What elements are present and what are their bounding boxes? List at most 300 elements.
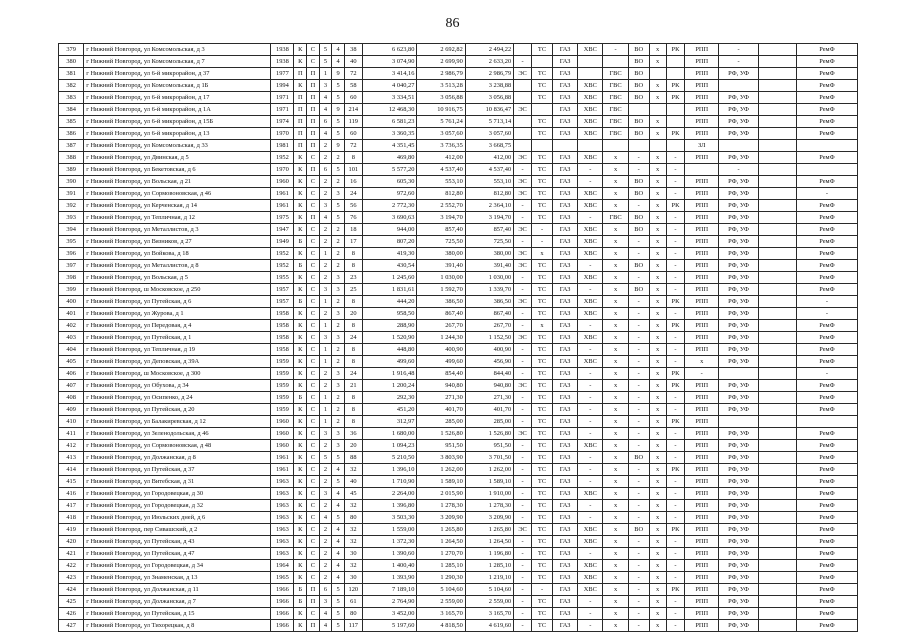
- table-cell: -: [578, 164, 603, 176]
- table-cell: 3: [319, 284, 332, 296]
- table-cell: 1963: [271, 500, 294, 512]
- table-cell: [759, 440, 797, 452]
- table-cell: П: [294, 116, 307, 128]
- table-cell: 1952: [271, 152, 294, 164]
- table-cell: ГВС: [603, 212, 628, 224]
- table-cell: х: [603, 308, 628, 320]
- table-cell: РемФ: [796, 332, 857, 344]
- table-cell: [796, 416, 857, 428]
- table-cell: ГАЗ: [553, 332, 578, 344]
- table-cell: 1 592,70: [417, 284, 465, 296]
- table-cell: С: [307, 272, 320, 284]
- table-cell: -: [578, 596, 603, 608]
- table-cell: -: [628, 152, 649, 164]
- address-cell: г Нижний Новгород, ул Должанская, д 8: [84, 452, 271, 464]
- table-cell: 2: [332, 296, 345, 308]
- table-cell: 76: [344, 212, 362, 224]
- table-cell: [759, 296, 797, 308]
- table-cell: С: [307, 524, 320, 536]
- table-cell: 1 710,90: [362, 476, 417, 488]
- table-cell: ГАЗ: [553, 500, 578, 512]
- table-cell: 1977: [271, 68, 294, 80]
- table-cell: РПП: [685, 536, 719, 548]
- table-cell: 1 393,90: [362, 572, 417, 584]
- address-cell: г Нижний Новгород, ул Должанская, д 7: [84, 596, 271, 608]
- table-cell: 20: [344, 440, 362, 452]
- table-cell: х: [603, 620, 628, 632]
- table-cell: -: [796, 368, 857, 380]
- table-cell: х: [649, 164, 666, 176]
- table-cell: -: [666, 560, 685, 572]
- table-cell: К: [294, 488, 307, 500]
- table-cell: ТС: [532, 440, 553, 452]
- table-cell: ГАЗ: [553, 572, 578, 584]
- table-cell: 56: [344, 200, 362, 212]
- table-cell: -: [719, 44, 759, 56]
- table-cell: 24: [344, 368, 362, 380]
- table-cell: 80: [344, 512, 362, 524]
- table-cell: х: [649, 560, 666, 572]
- table-cell: РемФ: [796, 524, 857, 536]
- table-cell: 117: [344, 620, 362, 632]
- table-cell: 32: [344, 464, 362, 476]
- address-cell: г Нижний Новгород, ул Сормовоновская, д 48: [84, 440, 271, 452]
- table-cell: 4: [319, 608, 332, 620]
- table-cell: 1966: [271, 584, 294, 596]
- table-cell: ЭС: [514, 524, 532, 536]
- table-cell: х: [603, 500, 628, 512]
- row-number-cell: 383: [59, 92, 84, 104]
- table-cell: 2 559,00: [417, 596, 465, 608]
- table-cell: РФ, УФ: [719, 272, 759, 284]
- table-cell: х: [649, 428, 666, 440]
- address-cell: г Нижний Новгород, ш Московское, д 250: [84, 284, 271, 296]
- table-cell: 867,40: [417, 308, 465, 320]
- table-cell: 5: [332, 608, 345, 620]
- table-cell: х: [649, 380, 666, 392]
- table-row: [59, 428, 858, 440]
- table-cell: С: [307, 416, 320, 428]
- table-cell: ХВС: [578, 488, 603, 500]
- table-cell: 1 262,00: [465, 464, 513, 476]
- table-cell: 2: [319, 260, 332, 272]
- table-cell: РФ, УФ: [719, 236, 759, 248]
- row-number-cell: 407: [59, 380, 84, 392]
- table-cell: РемФ: [796, 548, 857, 560]
- table-cell: ГАЗ: [553, 464, 578, 476]
- table-cell: ГАЗ: [553, 104, 578, 116]
- table-cell: 2: [319, 572, 332, 584]
- table-cell: [514, 116, 532, 128]
- table-cell: 4: [319, 212, 332, 224]
- table-cell: -: [719, 164, 759, 176]
- table-cell: 8: [344, 152, 362, 164]
- table-cell: ЭС: [514, 380, 532, 392]
- table-cell: РПП: [685, 344, 719, 356]
- table-cell: 2: [319, 308, 332, 320]
- table-cell: х: [603, 176, 628, 188]
- table-cell: [759, 152, 797, 164]
- table-cell: 1981: [271, 140, 294, 152]
- address-cell: г Нижний Новгород, ул Вольская, д 5: [84, 272, 271, 284]
- table-cell: Б: [294, 584, 307, 596]
- table-cell: -: [578, 416, 603, 428]
- table-cell: [759, 320, 797, 332]
- table-cell: -: [666, 596, 685, 608]
- table-cell: 1 264,50: [465, 536, 513, 548]
- table-cell: С: [307, 500, 320, 512]
- table-cell: 3: [332, 332, 345, 344]
- table-cell: -: [578, 608, 603, 620]
- table-cell: 5 104,60: [417, 584, 465, 596]
- table-cell: 419,30: [362, 248, 417, 260]
- table-cell: РемФ: [796, 608, 857, 620]
- table-cell: х: [649, 596, 666, 608]
- table-cell: 5: [332, 620, 345, 632]
- table-cell: ТС: [532, 392, 553, 404]
- table-cell: 1 559,00: [362, 524, 417, 536]
- table-cell: [719, 80, 759, 92]
- table-cell: -: [628, 500, 649, 512]
- table-cell: К: [294, 356, 307, 368]
- table-cell: 3 690,63: [362, 212, 417, 224]
- table-cell: 605,30: [362, 176, 417, 188]
- table-cell: [759, 212, 797, 224]
- table-cell: 391,40: [417, 260, 465, 272]
- table-cell: 1 285,10: [417, 560, 465, 572]
- table-cell: -: [514, 164, 532, 176]
- table-cell: ГАЗ: [553, 488, 578, 500]
- table-cell: 553,10: [417, 176, 465, 188]
- table-cell: [685, 164, 719, 176]
- table-cell: П: [294, 92, 307, 104]
- table-cell: 1 339,70: [465, 284, 513, 296]
- table-row: [59, 488, 858, 500]
- address-cell: г Нижний Новгород, ул Путейская, д 15: [84, 608, 271, 620]
- table-cell: 1971: [271, 104, 294, 116]
- table-cell: 8: [344, 260, 362, 272]
- table-cell: 1 030,00: [417, 272, 465, 284]
- table-cell: 285,00: [417, 416, 465, 428]
- table-cell: 2: [332, 392, 345, 404]
- table-cell: 3 165,70: [465, 608, 513, 620]
- table-cell: -: [578, 284, 603, 296]
- table-cell: 9: [332, 140, 345, 152]
- table-cell: РК: [666, 92, 685, 104]
- table-cell: 36: [344, 428, 362, 440]
- table-cell: -: [578, 500, 603, 512]
- table-cell: х: [603, 464, 628, 476]
- table-cell: ХВС: [578, 356, 603, 368]
- table-cell: х: [649, 368, 666, 380]
- address-cell: г Нижний Новгород, ул 6-й микрорайон, д 17: [84, 92, 271, 104]
- table-cell: 4: [332, 44, 345, 56]
- table-cell: 267,70: [417, 320, 465, 332]
- table-cell: [719, 416, 759, 428]
- table-cell: 24: [344, 188, 362, 200]
- table-cell: 2: [319, 176, 332, 188]
- table-cell: -: [514, 320, 532, 332]
- table-cell: ТС: [532, 272, 553, 284]
- table-cell: 854,40: [417, 368, 465, 380]
- table-cell: ГАЗ: [553, 536, 578, 548]
- table-cell: 4: [319, 104, 332, 116]
- table-cell: [759, 416, 797, 428]
- table-cell: С: [307, 560, 320, 572]
- address-cell: г Нижний Новгород, ул Зеленодольская, д 46: [84, 428, 271, 440]
- table-cell: Б: [294, 260, 307, 272]
- table-row: [59, 536, 858, 548]
- table-cell: ГАЗ: [553, 368, 578, 380]
- table-cell: х: [685, 356, 719, 368]
- table-cell: х: [649, 356, 666, 368]
- table-cell: 3 668,75: [465, 140, 513, 152]
- table-cell: х: [649, 260, 666, 272]
- address-cell: г Нижний Новгород, ул Двинская, д 5: [84, 152, 271, 164]
- table-cell: 444,20: [362, 296, 417, 308]
- table-cell: К: [294, 572, 307, 584]
- address-cell: г Нижний Новгород, ул 6-й микрорайон, д 13: [84, 128, 271, 140]
- table-cell: х: [649, 584, 666, 596]
- table-cell: 1: [319, 404, 332, 416]
- table-cell: ГАЗ: [553, 380, 578, 392]
- table-cell: 2 764,90: [362, 596, 417, 608]
- table-cell: С: [307, 152, 320, 164]
- table-cell: К: [294, 452, 307, 464]
- table-cell: 3: [332, 272, 345, 284]
- table-cell: -: [685, 368, 719, 380]
- table-cell: -: [514, 308, 532, 320]
- table-cell: РемФ: [796, 380, 857, 392]
- table-cell: 867,40: [465, 308, 513, 320]
- table-cell: РПП: [685, 572, 719, 584]
- table-cell: [759, 608, 797, 620]
- table-cell: 9: [332, 68, 345, 80]
- table-cell: 1952: [271, 260, 294, 272]
- table-cell: 5: [319, 452, 332, 464]
- table-cell: ВО: [628, 92, 649, 104]
- table-cell: х: [649, 452, 666, 464]
- table-cell: -: [628, 596, 649, 608]
- table-cell: 1958: [271, 320, 294, 332]
- table-cell: -: [666, 224, 685, 236]
- table-cell: 2: [319, 188, 332, 200]
- table-cell: -: [666, 176, 685, 188]
- table-cell: [759, 476, 797, 488]
- table-cell: -: [514, 572, 532, 584]
- table-cell: 2 772,30: [362, 200, 417, 212]
- table-cell: х: [649, 272, 666, 284]
- table-cell: х: [649, 236, 666, 248]
- table-cell: х: [532, 248, 553, 260]
- table-cell: С: [307, 512, 320, 524]
- table-row: [59, 620, 858, 632]
- table-cell: 1960: [271, 428, 294, 440]
- table-cell: 3: [332, 368, 345, 380]
- table-cell: РПП: [685, 116, 719, 128]
- table-cell: К: [294, 56, 307, 68]
- table-cell: -: [578, 452, 603, 464]
- table-cell: РПП: [685, 236, 719, 248]
- table-cell: РК: [666, 320, 685, 332]
- table-cell: ГАЗ: [553, 428, 578, 440]
- table-cell: С: [307, 200, 320, 212]
- row-number-cell: 406: [59, 368, 84, 380]
- table-cell: ТС: [532, 332, 553, 344]
- table-row: [59, 416, 858, 428]
- table-cell: х: [649, 200, 666, 212]
- table-cell: РПП: [685, 176, 719, 188]
- row-number-cell: 389: [59, 164, 84, 176]
- table-cell: 20: [344, 308, 362, 320]
- table-cell: С: [307, 404, 320, 416]
- table-cell: 4: [332, 524, 345, 536]
- table-cell: 5 197,60: [362, 620, 417, 632]
- table-row: [59, 512, 858, 524]
- table-cell: 88: [344, 452, 362, 464]
- table-cell: К: [294, 404, 307, 416]
- table-cell: ВО: [628, 128, 649, 140]
- table-cell: РемФ: [796, 200, 857, 212]
- table-cell: 2: [319, 380, 332, 392]
- table-cell: -: [666, 476, 685, 488]
- table-cell: 4: [332, 536, 345, 548]
- table-cell: РемФ: [796, 572, 857, 584]
- table-cell: 23: [344, 272, 362, 284]
- table-cell: ГАЗ: [553, 440, 578, 452]
- table-cell: 1961: [271, 200, 294, 212]
- table-cell: П: [307, 596, 320, 608]
- address-cell: г Нижний Новгород, ул Комсомольская, д 1Б: [84, 80, 271, 92]
- table-cell: -: [514, 212, 532, 224]
- table-cell: 17: [344, 236, 362, 248]
- table-cell: 3 056,88: [465, 92, 513, 104]
- table-cell: х: [649, 212, 666, 224]
- table-cell: х: [532, 320, 553, 332]
- table-cell: 6: [319, 116, 332, 128]
- table-cell: РФ, УФ: [719, 572, 759, 584]
- table-cell: РПП: [685, 464, 719, 476]
- table-cell: С: [307, 260, 320, 272]
- table-cell: 4: [332, 572, 345, 584]
- table-cell: С: [307, 368, 320, 380]
- table-cell: ТС: [532, 608, 553, 620]
- table-cell: 32: [344, 524, 362, 536]
- table-cell: 120: [344, 584, 362, 596]
- table-cell: 2: [332, 416, 345, 428]
- table-cell: ТС: [532, 572, 553, 584]
- table-cell: ГАЗ: [553, 608, 578, 620]
- table-cell: -: [666, 500, 685, 512]
- table-cell: [514, 92, 532, 104]
- table-cell: 3 503,30: [362, 512, 417, 524]
- table-cell: 3 334,51: [362, 92, 417, 104]
- table-cell: 940,80: [417, 380, 465, 392]
- table-cell: -: [514, 344, 532, 356]
- table-cell: С: [307, 380, 320, 392]
- table-cell: РПП: [685, 392, 719, 404]
- table-cell: С: [307, 296, 320, 308]
- table-cell: ГАЗ: [553, 164, 578, 176]
- table-cell: ГАЗ: [553, 224, 578, 236]
- table-cell: 857,40: [417, 224, 465, 236]
- table-cell: 1959: [271, 404, 294, 416]
- table-cell: ВО: [628, 80, 649, 92]
- table-cell: [759, 164, 797, 176]
- table-cell: 3 414,16: [362, 68, 417, 80]
- address-cell: г Нижний Новгород, ул Путейская, д 1: [84, 332, 271, 344]
- table-cell: ТС: [532, 152, 553, 164]
- table-cell: РПП: [685, 620, 719, 632]
- table-cell: х: [649, 284, 666, 296]
- table-cell: 3: [332, 428, 345, 440]
- table-cell: -: [628, 308, 649, 320]
- table-cell: х: [649, 488, 666, 500]
- table-cell: -: [628, 584, 649, 596]
- table-cell: 1959: [271, 368, 294, 380]
- table-cell: [759, 80, 797, 92]
- table-cell: ХВС: [578, 80, 603, 92]
- table-cell: [759, 272, 797, 284]
- table-row: [59, 452, 858, 464]
- table-cell: 857,40: [465, 224, 513, 236]
- table-row: [59, 104, 858, 116]
- table-cell: -: [578, 512, 603, 524]
- table-cell: -: [666, 260, 685, 272]
- table-cell: 4 818,50: [417, 620, 465, 632]
- table-cell: ГАЗ: [553, 548, 578, 560]
- table-cell: х: [603, 560, 628, 572]
- table-cell: РемФ: [796, 104, 857, 116]
- table-cell: С: [307, 320, 320, 332]
- table-cell: 3 074,90: [362, 56, 417, 68]
- table-cell: -: [578, 476, 603, 488]
- table-cell: ГАЗ: [553, 596, 578, 608]
- table-cell: [759, 536, 797, 548]
- table-cell: 2 494,22: [465, 44, 513, 56]
- table-cell: х: [649, 296, 666, 308]
- table-cell: РПП: [685, 512, 719, 524]
- table-cell: 1 526,80: [417, 428, 465, 440]
- table-cell: С: [307, 308, 320, 320]
- table-cell: 430,54: [362, 260, 417, 272]
- table-cell: ТС: [532, 416, 553, 428]
- table-cell: 1: [319, 296, 332, 308]
- table-cell: 5: [332, 512, 345, 524]
- table-cell: 3: [319, 428, 332, 440]
- table-row: [59, 248, 858, 260]
- table-cell: РК: [666, 380, 685, 392]
- table-cell: РемФ: [796, 224, 857, 236]
- table-cell: ЭС: [514, 224, 532, 236]
- address-cell: г Нижний Новгород, ул 6-й микрорайон, д 37: [84, 68, 271, 80]
- table-cell: [759, 620, 797, 632]
- table-cell: 401,70: [417, 404, 465, 416]
- table-cell: х: [649, 572, 666, 584]
- table-cell: 1959: [271, 392, 294, 404]
- table-cell: РемФ: [796, 68, 857, 80]
- table-cell: РПП: [685, 476, 719, 488]
- table-cell: [759, 572, 797, 584]
- table-cell: -: [666, 284, 685, 296]
- table-cell: -: [666, 356, 685, 368]
- table-cell: ГАЗ: [553, 524, 578, 536]
- table-cell: ХВС: [578, 248, 603, 260]
- table-row: [59, 152, 858, 164]
- table-cell: х: [649, 56, 666, 68]
- table-cell: ХВС: [578, 188, 603, 200]
- table-cell: РПП: [685, 56, 719, 68]
